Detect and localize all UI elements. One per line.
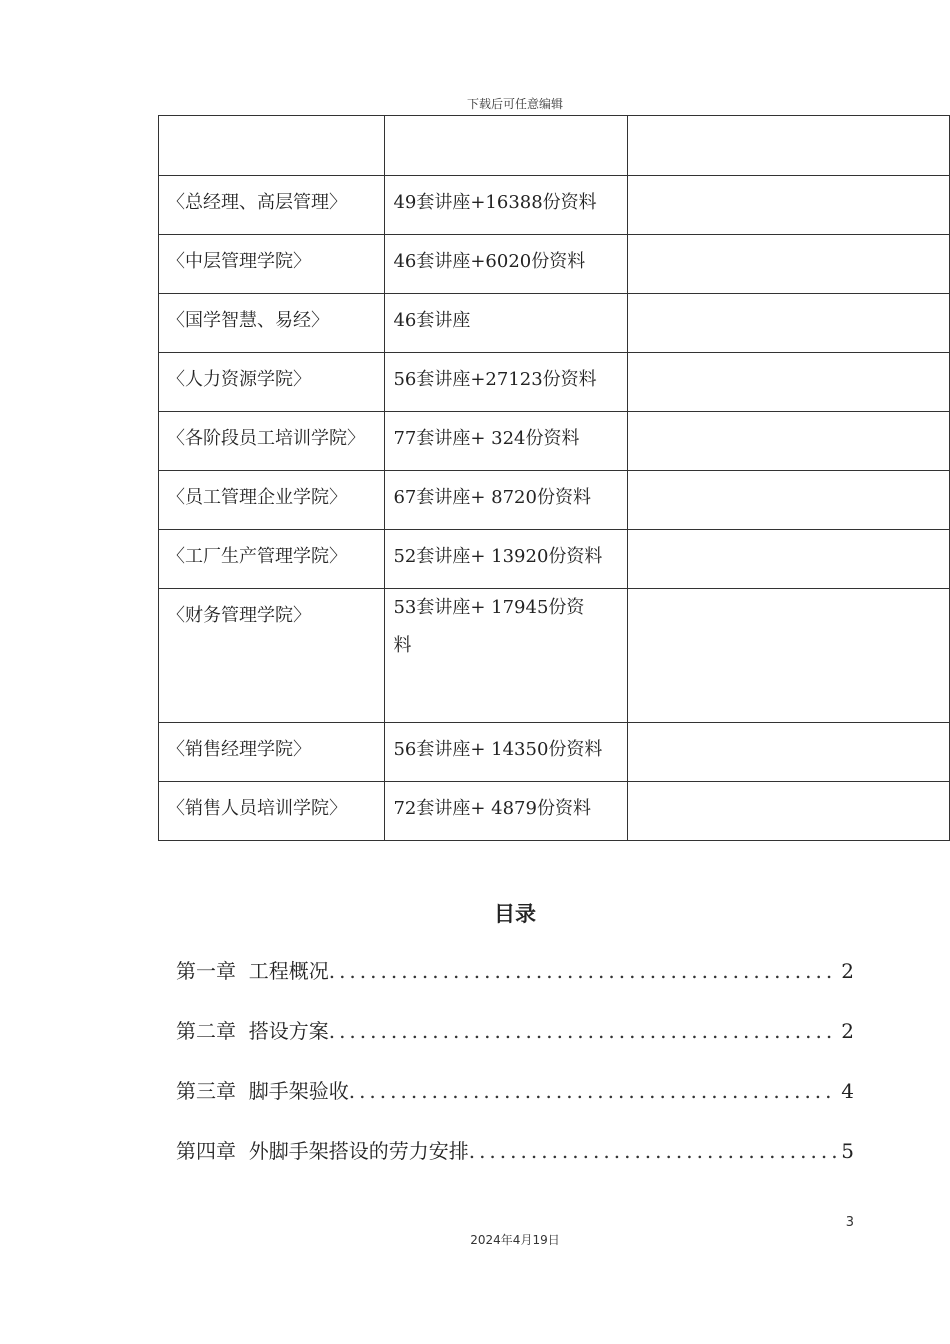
table-cell-empty xyxy=(627,294,949,353)
toc-leader-dots xyxy=(329,959,838,983)
table-cell-name: 〈人力资源学院〉 xyxy=(159,353,385,412)
table-cell-name: 〈财务管理学院〉 xyxy=(159,589,385,723)
table-cell-empty xyxy=(627,471,949,530)
table-cell-empty xyxy=(627,353,949,412)
table-of-contents xyxy=(176,955,854,1195)
table-cell-content: 49套讲座+16388份资料 xyxy=(385,176,628,235)
table-row xyxy=(159,116,950,176)
table-cell-name: 〈中层管理学院〉 xyxy=(159,235,385,294)
table-cell-content: 56套讲座+ 14350份资料 xyxy=(385,723,628,782)
toc-entry[interactable] xyxy=(176,1015,854,1075)
table-cell-content: 52套讲座+ 13920份资料 xyxy=(385,530,628,589)
toc-page-number: 5 xyxy=(841,1139,854,1163)
toc-page-number: 4 xyxy=(841,1079,854,1103)
table-cell-content: 53套讲座+ 17945份资料 xyxy=(385,589,628,723)
toc-leader-dots xyxy=(329,1019,838,1043)
table-cell-empty xyxy=(627,116,949,176)
toc-title: 目录 xyxy=(494,902,536,926)
table-cell-empty xyxy=(627,782,949,841)
toc-entry[interactable] xyxy=(176,1135,854,1195)
table-cell-name: 〈总经理、高层管理〉 xyxy=(159,176,385,235)
table-row xyxy=(159,412,950,471)
table-cell-content: 56套讲座+27123份资料 xyxy=(385,353,628,412)
page-number: 3 xyxy=(845,1215,854,1230)
table-cell-name: 〈销售人员培训学院〉 xyxy=(159,782,385,841)
table-row xyxy=(159,353,950,412)
table-cell-empty xyxy=(627,235,949,294)
table-cell-name: 〈员工管理企业学院〉 xyxy=(159,471,385,530)
footer-date: 2024年4月19日 xyxy=(470,1233,560,1247)
toc-page-number: 2 xyxy=(841,1019,854,1043)
table-cell-content xyxy=(385,116,628,176)
table-row xyxy=(159,176,950,235)
table-cell-empty xyxy=(627,176,949,235)
table-row xyxy=(159,530,950,589)
table-cell-empty xyxy=(627,530,949,589)
table-row xyxy=(159,782,950,841)
resource-table xyxy=(158,115,950,841)
table-cell-content: 46套讲座+6020份资料 xyxy=(385,235,628,294)
table-cell-name: 〈销售经理学院〉 xyxy=(159,723,385,782)
toc-entry[interactable] xyxy=(176,1075,854,1135)
toc-leader-dots xyxy=(349,1079,838,1103)
table-row xyxy=(159,589,950,723)
table-cell-empty xyxy=(627,589,949,723)
table-cell-content: 46套讲座 xyxy=(385,294,628,353)
table-row xyxy=(159,471,950,530)
table-row xyxy=(159,235,950,294)
toc-chapter: 第四章 外脚手架搭设的劳力安排 xyxy=(176,1139,469,1163)
table-cell-content: 67套讲座+ 8720份资料 xyxy=(385,471,628,530)
table-cell-empty xyxy=(627,723,949,782)
table-row xyxy=(159,294,950,353)
table-cell-name: 〈各阶段员工培训学院〉 xyxy=(159,412,385,471)
table-cell-content: 72套讲座+ 4879份资料 xyxy=(385,782,628,841)
table-cell-content: 77套讲座+ 324份资料 xyxy=(385,412,628,471)
toc-chapter: 第三章 脚手架验收 xyxy=(176,1079,349,1103)
header-note: 下载后可任意编辑 xyxy=(466,97,563,111)
toc-page-number: 2 xyxy=(841,959,854,983)
table-cell-empty xyxy=(627,412,949,471)
toc-entry[interactable] xyxy=(176,955,854,1015)
table-row xyxy=(159,723,950,782)
toc-chapter: 第一章 工程概况 xyxy=(176,959,329,983)
table-cell-name: 〈国学智慧、易经〉 xyxy=(159,294,385,353)
table-cell-name xyxy=(159,116,385,176)
toc-leader-dots xyxy=(469,1139,838,1163)
toc-chapter: 第二章 搭设方案 xyxy=(176,1019,329,1043)
table-cell-name: 〈工厂生产管理学院〉 xyxy=(159,530,385,589)
